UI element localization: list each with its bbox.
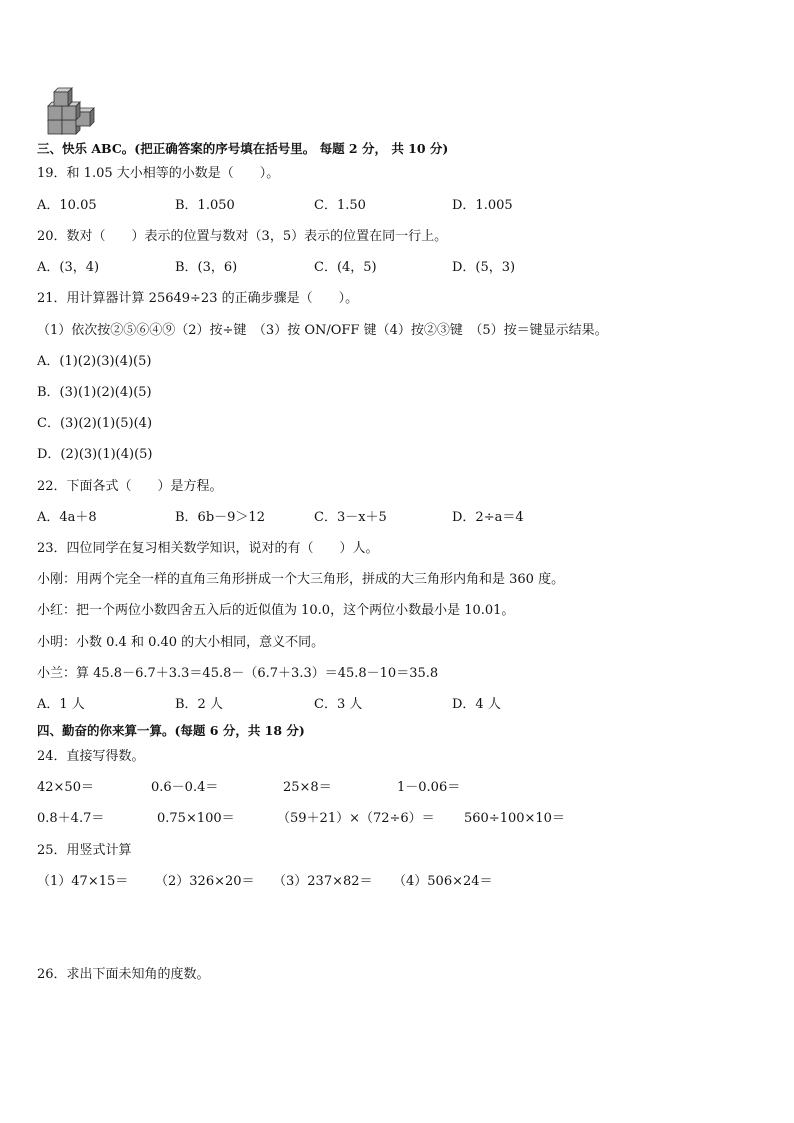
q19-option-d: D．1.005 <box>452 198 513 213</box>
section-3-title: 三、快乐 ABC。(把正确答案的序号填在括号里。 每题 2 分， 共 10 分) <box>37 141 449 156</box>
q25-item: （2）326×20＝ <box>155 874 255 889</box>
q23-statement-xiaoming: 小明：小数 0.4 和 0.40 的大小相同，意义不同。 <box>37 635 325 650</box>
q21-option-b: B．(3)(1)(2)(4)(5) <box>37 385 152 400</box>
q19-option-c: C．1.50 <box>314 198 366 213</box>
q25-item: （3）237×82＝ <box>273 874 373 889</box>
q20-option-b: B．(3，6) <box>175 260 238 275</box>
q24-stem: 24．直接写得数。 <box>37 749 145 764</box>
q22-option-a: A．4a＋8 <box>37 510 97 525</box>
q25-item: （1）47×15＝ <box>37 874 129 889</box>
section-4-title: 四、勤奋的你来算一算。(每题 6 分，共 18 分) <box>37 723 305 738</box>
q20-option-d: D．(5，3) <box>452 260 516 275</box>
q23-stem: 23．四位同学在复习相关数学知识，说对的有（ ）人。 <box>37 541 379 556</box>
q21-stem: 21．用计算器计算 25649÷23 的正确步骤是（ ）。 <box>37 291 359 306</box>
q19-option-a: A．10.05 <box>37 198 97 213</box>
q23-statement-xiaogang: 小刚：用两个完全一样的直角三角形拼成一个大三角形，拼成的大三角形内角和是 360 度。 <box>37 572 565 587</box>
q23-statement-xiaohong: 小红：把一个两位小数四舍五入后的近似值为 10.0，这个两位小数最小是 10.01。 <box>37 603 515 618</box>
q23-option-d: D．4 人 <box>452 697 501 712</box>
q24-problem: 25×8＝ <box>283 780 332 795</box>
q24-problem: 42×50＝ <box>37 780 94 795</box>
q22-option-d: D．2÷a＝4 <box>452 510 524 525</box>
q24-problem: 0.75×100＝ <box>157 811 235 826</box>
q22-stem: 22．下面各式（ ）是方程。 <box>37 479 223 494</box>
q20-option-a: A．(3，4) <box>37 260 100 275</box>
q25-item: （4）506×24＝ <box>393 874 493 889</box>
q22-option-c: C．3－x＋5 <box>314 510 387 525</box>
q19-option-b: B．1.050 <box>175 198 235 213</box>
q21-option-a: A．(1)(2)(3)(4)(5) <box>37 354 152 369</box>
q25-stem: 25．用竖式计算 <box>37 843 132 858</box>
q24-problem: （59＋21）×（72÷6）＝ <box>277 811 435 826</box>
q21-option-c: C．(3)(2)(1)(5)(4) <box>37 416 153 431</box>
q23-statement-xiaolan: 小兰：算 45.8－6.7＋3.3＝45.8－（6.7＋3.3）＝45.8－10＝35.8 <box>37 666 439 681</box>
q24-problem: 0.8＋4.7＝ <box>37 811 105 826</box>
cube-stack-figure <box>44 80 100 136</box>
q21-steps: （1）依次按②⑤⑥④⑨（2）按÷键 （3）按 ON/OFF 键（4）按②③键 （5）按＝键显示结果。 <box>37 323 608 338</box>
q19-stem: 19．和 1.05 大小相等的小数是（ ）。 <box>37 166 280 181</box>
q23-option-b: B．2 人 <box>175 697 223 712</box>
q24-problem: 1－0.06＝ <box>397 780 461 795</box>
q23-option-c: C．3 人 <box>314 697 363 712</box>
q22-option-b: B．6b－9＞12 <box>175 510 265 525</box>
q24-problem: 560÷100×10＝ <box>464 811 565 826</box>
q24-problem: 0.6－0.4＝ <box>151 780 219 795</box>
q23-option-a: A．1 人 <box>37 697 85 712</box>
q20-option-c: C．(4，5) <box>314 260 377 275</box>
q20-stem: 20．数对（ ）表示的位置与数对（3，5）表示的位置在同一行上。 <box>37 229 448 244</box>
q21-option-d: D．(2)(3)(1)(4)(5) <box>37 447 153 462</box>
cube <box>54 88 72 106</box>
q26-stem: 26．求出下面未知角的度数。 <box>37 967 210 982</box>
